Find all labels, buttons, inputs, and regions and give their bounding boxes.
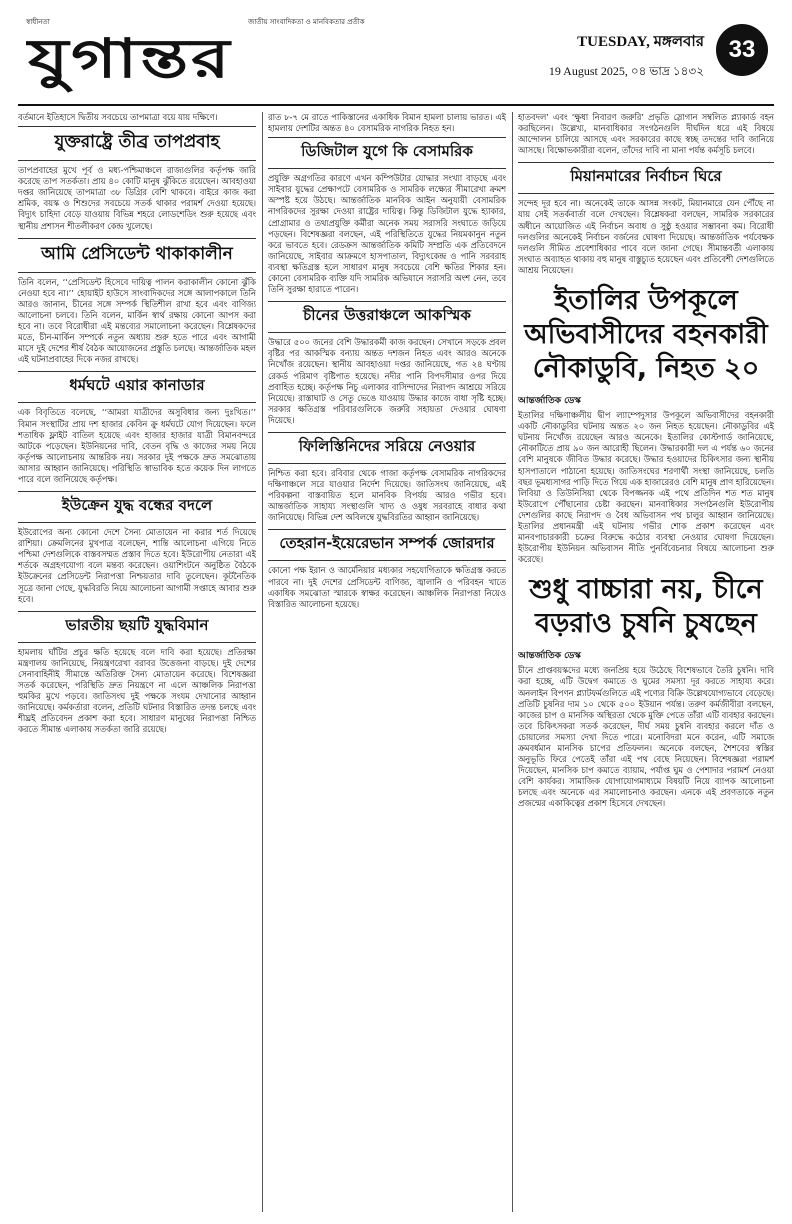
article-tehran-yerevan <box>268 529 506 609</box>
article-italy <box>518 282 774 565</box>
headline: ফিলিস্তিনিদের সরিয়ে নেওয়ার <box>268 432 506 464</box>
column-divider <box>262 112 263 1212</box>
column-2 <box>268 112 506 1212</box>
headline: চীনের উত্তরাঞ্চলে আকস্মিক <box>268 301 506 333</box>
headline: ভারতীয় ছয়টি যুদ্ধবিমান <box>18 611 256 643</box>
article-myanmar <box>518 162 774 276</box>
dateline-date: 19 August 2025, ০৪ ভাদ্র ১৪৩২ <box>548 64 704 78</box>
article-us-heat <box>18 112 256 232</box>
article-body: এক বিবৃতিতে বলেছে, ‘‘আমরা যাত্রীদের অসুবিধার জন্য দুঃখিত।’’ বিমান সংস্থাটির প্রায় দশ হাজার কেবিন ক্রু ধর্মঘটে যোগ দিয়েছেন। ফলে শতাধিক ফ্লাইট বাতিল হয়েছে এবং হাজার হাজার যাত্রী বিমানবন্দরে আটকে পড়েছেন। ইউনিয়নের দাবি, বেতন বৃদ্ধি ও কাজের সময় নিয়ে কর্তৃপক্ষ আলোচনায় আন্তরিক নয়। সরকার দুই পক্ষকে দ্রুত সমঝোতায় আসার আহ্বান জানিয়েছে। পরিস্থিতি স্বাভাবিক হতে কয়েক দিন লাগতে পারে বলে জানিয়েছে কর্তৃপক্ষ। <box>18 407 256 484</box>
headline: ডিজিটাল যুগে কি বেসামরিক <box>268 137 506 169</box>
headline: ইতালির উপকূলে অভিবাসীদের বহনকারী নৌকাডুবি, নিহত ২০ <box>524 285 768 385</box>
article-body: নিশ্চিত করা হবে। রবিবার থেকে গাজা কর্তৃপক্ষ বেসামরিক নাগরিকদের দক্ষিণাঞ্চলে সরে যাওয়ার নির্দেশ দিয়েছে। জাতিসংঘ জানিয়েছে, এই পরিকল্পনা বাস্তবায়িত হলে মানবিক বিপর্যয় আরও গভীর হবে। আন্তর্জাতিক সাহায্য সংস্থাগুলি খাদ্য ও ওষুধ সরবরাহে বাধার কথা জানিয়েছে। বিভিন্ন দেশ অবিলম্বে যুদ্ধবিরতির আহ্বান জানিয়েছে। <box>268 467 506 523</box>
article-body: ইউরোপের অন্য কোনো দেশে সৈন্য মোতায়েন না করার শর্ত দিয়েছে রাশিয়া। ক্রেমলিনের মুখপাত্র বলেছেন, শান্তি আলোচনা এগিয়ে নিতে পশ্চিমা দেশগুলিকে বাস্তবসম্মত প্রস্তাব দিতে হবে। ইউরোপীয় নেতারা এই শর্তকে অগ্রহণযোগ্য বলে মন্তব্য করেছেন। ওয়াশিংটনে অনুষ্ঠিত বৈঠকে ইউক্রেনের প্রেসিডেন্ট নিরাপত্তা নিশ্চয়তার দাবি তুলেছেন। কূটনৈতিক সূত্রে জানা গেছে, যুদ্ধবিরতি নিয়ে আলোচনা আগামী সপ্তাহে আবার শুরু হবে। <box>18 527 256 604</box>
newspaper-logo: যুগান্তর <box>28 26 233 90</box>
article-digital-civil <box>268 112 506 295</box>
headline: ধর্মঘটে এয়ার কানাডার <box>18 371 256 403</box>
article-air-canada <box>18 371 256 485</box>
headline: শুধু বাচ্চারা নয়, চীনে বড়রাও চুষনি চুষছেন <box>529 574 763 640</box>
headline: মিয়ানমারের নির্বাচন ঘিরে <box>518 162 774 194</box>
masthead <box>18 10 774 102</box>
article-body: চীনে প্রাপ্তবয়স্কদের মধ্যে জনপ্রিয় হয়ে উঠেছে বিশেষভাবে তৈরি চুষনি। দাবি করা হচ্ছে, এটি উদ্বেগ কমাতে ও ঘুমের সমস্যা দূর করতে সাহায্য করে। অনলাইন বিপণন প্ল্যাটফর্মগুলিতে এই পণ্যের বিক্রি উল্লেখযোগ্যভাবে বেড়েছে। প্রতিটি চুষনির দাম ১০ থেকে ৫০০ ইউয়ান পর্যন্ত। তরুণ কর্মজীবীরা বলছেন, কাজের চাপ ও মানসিক অস্থিরতা থেকে মুক্তি পেতে তাঁরা এটি ব্যবহার করছেন। তবে চিকিৎসকরা সতর্ক করেছেন, দীর্ঘ সময় চুষনি ব্যবহার করলে দাঁত ও চোয়ালের সমস্যা দেখা দিতে পারে। মনোবিদরা মনে করেন, এটি সমাজে ক্রমবর্ধমান মানসিক চাপের প্রতিফলন। অনেকে বলছেন, শৈশবের স্বস্তির অনুভূতি ফিরে পেতেই তাঁরা এই পথ বেছে নিয়েছেন। বিশেষজ্ঞরা পরামর্শ দিয়েছেন, মানসিক চাপ কমাতে ব্যায়াম, পর্যাপ্ত ঘুম ও পেশাদার পরামর্শ নেওয়া বেশি কার্যকর। সামাজিক যোগাযোগমাধ্যমে বিষয়টি নিয়ে ব্যাপক আলোচনা চলছে এবং অনেকে এর সমালোচনাও করছেন। এনকে এই প্রবণতাকে নতুন প্রজন্মের একাকিত্বের প্রকাশ হিসেবে দেখছেন। <box>518 665 774 809</box>
article-body: তিনি বলেন, ‘‘প্রেসিডেন্ট হিসেবে দায়িত্ব পালন করাকালীন কোনো ঝুঁকি নেওয়া হবে না।’’ হোয়াইট হাউসে সাংবাদিকদের সঙ্গে আলাপকালে তিনি আরও জানান, চীনের সঙ্গে সম্পর্ক স্থিতিশীল রাখা হবে এবং বাণিজ্য আলোচনা চলবে। তিনি বলেন, মার্কিন স্বার্থ রক্ষায় কোনো আপস করা হবে না। তবে বিরোধীরা এই মন্তব্যের সমালোচনা করেছেন। বিশ্লেষকদের মতে, চীন-মার্কিন সম্পর্কে নতুন অধ্যায় শুরু হতে পারে এবং আগামী মাসে দুই দেশের শীর্ষ বৈঠক আয়োজনের প্রস্তুতি চলছে। আন্তর্জাতিক মহল এই ঘটনাপ্রবাহের দিকে নজর রাখছে। <box>18 276 256 365</box>
article-body: হাতবদল’ এবং ‘ক্ষুধা নিবারণ জরুরি’ প্রভৃতি স্লোগান সম্বলিত প্ল্যাকার্ড বহন করছিলেন। উল্লেখ্য, মানবাধিকার সংগঠনগুলি দীর্ঘদিন ধরে এই বিষয়ে আন্দোলন চালিয়ে আসছে এবং সরকারের কাছে স্বচ্ছ তদন্তের দাবি জানিয়ে আসছে। বিক্ষোভকারীরা বলেন, তাঁদের দাবি না মানা পর্যন্ত কর্মসূচি চলবে। <box>518 112 774 156</box>
article-body: তাপপ্রবাহের মুখে পূর্ব ও মধ্য-পশ্চিমাঞ্চলে রাজ্যগুলির কর্তৃপক্ষ জারি করেছে তাপ সতর্কতা। প্রায় ৪০ কোটি মানুষ ঝুঁকিতে রয়েছেন। আবহাওয়া দপ্তর জানিয়েছে তাপমাত্রা ৩৮ ডিগ্রির বেশি থাকবে। বাইরে কাজ করা শ্রমিক, বয়স্ক ও শিশুদের সবচেয়ে সতর্ক থাকার পরামর্শ দেওয়া হয়েছে। বিদ্যুৎ চাহিদা বেড়ে যাওয়ায় বিভিন্ন শহরে লোডশেডিং শুরু হয়েছে এবং স্থানীয় প্রশাসন শীতলীকরণ কেন্দ্র খুলেছে। <box>18 165 256 231</box>
article-body: হামলায় ঘাঁটির প্রচুর ক্ষতি হয়েছে বলে দাবি করা হয়েছে। প্রতিরক্ষা মন্ত্রণালয় জানিয়েছে, নিয়ন্ত্রণরেখা বরাবর উত্তেজনা বাড়ছে। দুই দেশের সেনাবাহিনীই সীমান্তে অতিরিক্ত সৈন্য মোতায়েন করেছে। বিশেষজ্ঞরা সতর্ক করেছেন, পরিস্থিতি দ্রুত নিয়ন্ত্রণে না এলে আঞ্চলিক নিরাপত্তা হুমকির মুখে পড়বে। জাতিসংঘ দুই পক্ষকে সংযম দেখানোর আহ্বান জানিয়েছে। কর্মকর্তারা বলেন, প্রতিটি ঘটনার বিস্তারিত তদন্ত চলছে এবং শীঘ্রই প্রতিবেদন প্রকাশ করা হবে। সাধারণ মানুষের নিরাপত্তা নিশ্চিত করতে সীমান্ত এলাকায় সতর্কতা জারি রয়েছে। <box>18 646 256 735</box>
article-intro: রাত ৮-৭ মে রাতে পাকিস্তানের একাধিক বিমান হামলা চালায় ভারত। এই হামলায় দেশটির অন্তত ৪০ বেসামরিক নাগরিক নিহত হন। <box>268 112 506 134</box>
column-3 <box>518 112 774 1212</box>
column-divider <box>512 112 513 1212</box>
article-lead: বর্তমানে ইতিহাসে দ্বিতীয় সবচেয়ে তাপমাত্রা বয়ে যায় দক্ষিণে। <box>18 112 218 122</box>
headline: আমি প্রেসিডেন্ট থাকাকালীন <box>18 238 256 273</box>
masthead-rule <box>18 104 774 106</box>
masthead-tagline-left: স্বাধীনতা <box>26 18 50 26</box>
byline: আন্তর্জাতিক ডেস্ক <box>518 396 581 407</box>
article-body: প্রযুক্তি অগ্রগতির কারণে এখন কম্পিউটার যোদ্ধার সংখ্যা বাড়ছে এবং সাইবার যুদ্ধের প্রেক্ষাপটে বেসামরিক ও সামরিক লক্ষ্যের সীমারেখা ক্রমশ অস্পষ্ট হয়ে উঠছে। আন্তর্জাতিক মানবিক আইন অনুযায়ী বেসামরিক নাগরিকদের সুরক্ষা দেওয়া রাষ্ট্রের দায়িত্ব। কিন্তু ডিজিটাল যুদ্ধে হ্যাকার, প্রোগ্রামার ও তথ্যপ্রযুক্তি কর্মীরা অনেক সময় সরাসরি সংঘাতে জড়িয়ে পড়ছেন। বিশেষজ্ঞরা বলছেন, এই পরিস্থিতিতে যুদ্ধের নিয়মকানুন নতুন করে ভাবতে হবে। রেডক্রস আন্তর্জাতিক কমিটি সম্প্রতি এক প্রতিবেদনে জানিয়েছে, সাইবার আক্রমণে হাসপাতাল, বিদ্যুৎকেন্দ্র ও পানি সরবরাহ ব্যবস্থা ক্ষতিগ্রস্ত হলে সাধারণ মানুষ সবচেয়ে বেশি ক্ষতির শিকার হন। কোনো বেসামরিক ব্যক্তি যদি সামরিক অভিযানে সরাসরি অংশ নেন, তবে তিনি সুরক্ষা হারাতে পারেন। <box>268 173 506 295</box>
headline: যুক্তরাষ্ট্রে তীব্র তাপপ্রবাহ <box>18 126 256 161</box>
article-india-jets <box>18 611 256 736</box>
article-president <box>18 238 256 366</box>
article-china-pacifier <box>518 571 774 809</box>
masthead-tagline: জাতীয় সাংবাদিকতা ও মানবিকতার প্রতীক <box>248 18 365 26</box>
headline: ইউক্রেন যুদ্ধ বন্ধের বদলে <box>18 491 256 523</box>
article-protest-continued <box>518 112 774 156</box>
dateline-day: TUESDAY, মঙ্গলবার <box>577 34 704 50</box>
article-ukraine <box>18 491 256 605</box>
dateline <box>549 30 704 83</box>
article-body: ইতালির দক্ষিণাঞ্চলীয় দ্বীপ ল্যাম্পেদুসার উপকূলে অভিবাসীদের বহনকারী একটি নৌকাডুবির ঘটনায় অন্তত ২০ জন নিহত হয়েছেন। নৌকাডুবির এই ঘটনায় নিখোঁজ রয়েছেন আরও অনেকে। ইতালির কোস্টগার্ড জানিয়েছে, নৌকাটিতে প্রায় ৯০ জন আরোহী ছিলেন। উদ্ধারকারী দল এ পর্যন্ত ৬০ জনের বেশি মানুষকে জীবিত উদ্ধার করেছে। উদ্ধার হওয়াদের চিকিৎসার জন্য স্থানীয় হাসপাতালে পাঠানো হয়েছে। জাতিসংঘের শরণার্থী সংস্থা জানিয়েছে, চলতি বছর ভূমধ্যসাগর পাড়ি দিতে গিয়ে এক হাজারেরও বেশি মানুষ প্রাণ হারিয়েছেন। লিবিয়া ও তিউনিসিয়া থেকে বিপজ্জনক এই পথে প্রতিদিন শত শত মানুষ ইউরোপে পৌঁছানোর চেষ্টা করছেন। মানবাধিকার সংগঠনগুলি ইউরোপীয় দেশগুলির কাছে নিরাপদ ও বৈধ অভিবাসন পথ চালুর আহ্বান জানিয়েছে। ইতালির প্রধানমন্ত্রী এই ঘটনায় গভীর শোক প্রকাশ করেছেন এবং মানবপাচারকারী চক্রের বিরুদ্ধে কঠোর ব্যবস্থা নেওয়ার ঘোষণা দিয়েছেন। ইউরোপীয় ইউনিয়ন অভিবাসন নীতি পুনর্বিবেচনার বিষয়ে আলোচনা শুরু করেছে। <box>518 410 774 565</box>
article-body: কোনো পক্ষ ইরান ও আর্মেনিয়ার মধ্যকার সহযোগিতাকে ক্ষতিগ্রস্ত করতে পারবে না। দুই দেশের প্রেসিডেন্ট বাণিজ্য, জ্বালানি ও পরিবহন খাতে একাধিক সমঝোতা স্মারকে স্বাক্ষর করেছেন। আঞ্চলিক নিরাপত্তা নিয়েও বিস্তারিত আলোচনা হয়েছে। <box>268 565 506 609</box>
column-1 <box>18 112 256 1212</box>
byline: আন্তর্জাতিক ডেস্ক <box>518 651 581 662</box>
article-body: সন্দেহ দূর হবে না। অনেকেই তাকে আসন্ন সংকট, মিয়ানমারে যেন পৌঁছে না যায় সেই সতর্কবার্তা বলে দেখছেন। বিশ্লেষকরা বলছেন, সামরিক সরকারের অধীনে আয়োজিত এই নির্বাচন অবাধ ও সুষ্ঠু হওয়ার সম্ভাবনা কম। বিরোধী দলগুলির অনেকেই নির্বাচন বর্জনের ঘোষণা দিয়েছে। আন্তর্জাতিক পর্যবেক্ষক দলগুলি সীমিত প্রবেশাধিকার পাবে বলে জানা গেছে। সীমান্তবর্তী এলাকায় সংঘাত অব্যাহত থাকায় বহু মানুষ বাস্তুচ্যুত হয়েছেন এবং প্রতিবেশী দেশগুলিতে আশ্রয় নিয়েছেন। <box>518 198 774 275</box>
article-china-north <box>268 301 506 426</box>
page-number-badge: 33 <box>716 24 768 76</box>
headline: তেহরান-ইয়েরেভান সম্পর্ক জোরদার <box>268 529 506 561</box>
article-body: উদ্ধারে ৫০০ জনের বেশি উদ্ধারকর্মী কাজ করছেন। সেখানে সড়কে প্রবল বৃষ্টির পর আকস্মিক বন্যায় অন্তত দশজন নিহত এবং আরও অনেকে নিখোঁজ রয়েছেন। স্থানীয় আবহাওয়া দপ্তর জানিয়েছে, গত ২৪ ঘণ্টায় রেকর্ড পরিমাণ বৃষ্টিপাত হয়েছে। নদীর পানি বিপদসীমার ওপর দিয়ে প্রবাহিত হচ্ছে। কর্তৃপক্ষ নিচু এলাকার বাসিন্দাদের নিরাপদ আশ্রয়ে সরিয়ে নিয়েছে। রাস্তাঘাট ও সেতু ভেঙে যাওয়ায় উদ্ধার কাজে বাধা সৃষ্টি হচ্ছে। সরকার ক্ষতিগ্রস্ত পরিবারগুলিকে জরুরি সহায়তা দেওয়ার ঘোষণা দিয়েছে। <box>268 337 506 425</box>
article-filistini <box>268 432 506 523</box>
